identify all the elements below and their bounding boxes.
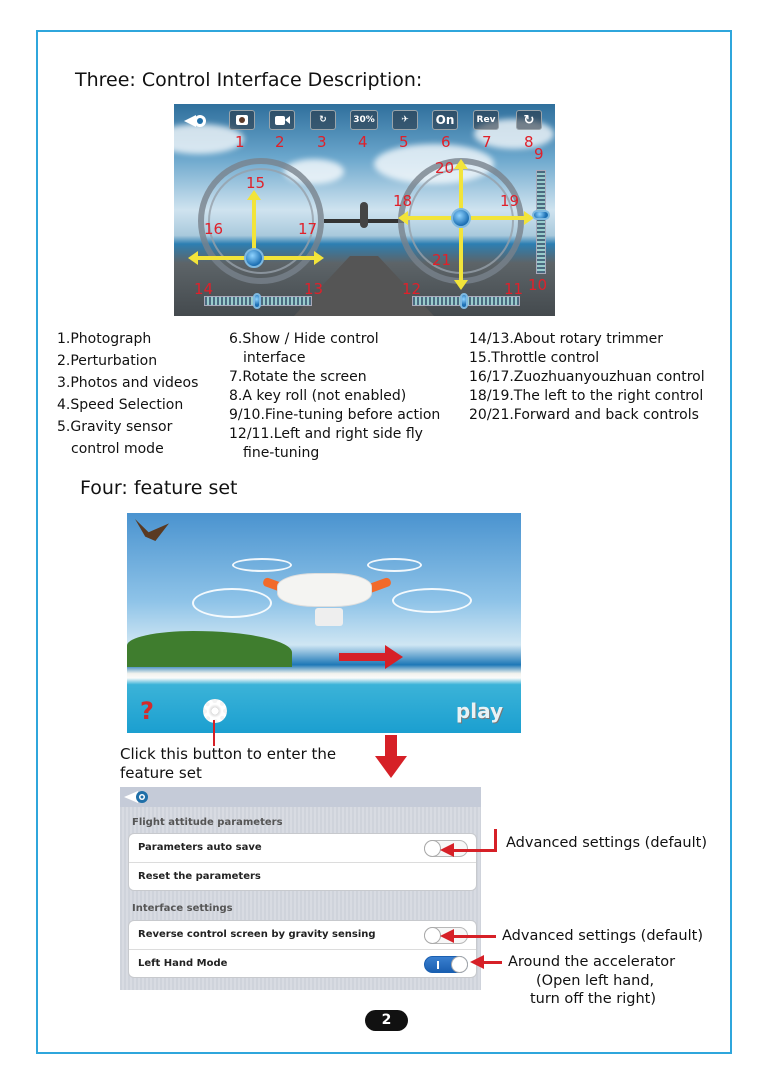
row-label: Reset the parameters	[138, 871, 261, 882]
vertical-trim-slider[interactable]	[536, 170, 546, 274]
marker-1: 1	[235, 133, 245, 151]
row-left-hand-mode[interactable]	[129, 949, 476, 977]
marker-20: 20	[435, 159, 455, 177]
help-button[interactable]: ?	[140, 697, 154, 725]
annotation-arrow-3	[482, 961, 502, 964]
caption-enter-feature-set	[120, 745, 336, 783]
right-joystick-knob[interactable]	[451, 208, 471, 228]
legend-item: 16/17.Zuozhuanyouzhuan control	[469, 369, 705, 385]
legend-item: fine-tuning	[243, 445, 320, 461]
back-eye-icon[interactable]	[124, 790, 152, 804]
marker-17: 17	[298, 220, 318, 238]
flight-attitude-card	[128, 833, 477, 891]
drone-image	[277, 573, 372, 607]
marker-3: 3	[317, 133, 327, 151]
annotation-accelerator-line3: turn off the right)	[530, 991, 656, 1007]
legend-item: 7.Rotate the screen	[229, 369, 367, 385]
legend-item: 8.A key roll (not enabled)	[229, 388, 407, 404]
marker-5: 5	[399, 133, 409, 151]
legend-item: 12/11.Left and right side fly	[229, 426, 423, 442]
page-number-badge: 2	[365, 1010, 408, 1031]
row-label: Reverse control screen by gravity sensing	[138, 929, 376, 940]
legend-item: control mode	[71, 441, 164, 457]
legend-column-3	[469, 330, 705, 425]
annotation-advanced-settings-2: Advanced settings (default)	[502, 928, 703, 944]
interface-settings-card	[128, 920, 477, 978]
marker-18: 18	[393, 192, 413, 210]
right-arrow-indicator	[339, 653, 389, 661]
marker-9: 9	[534, 145, 544, 163]
pointer-line	[213, 720, 215, 746]
legend-item: 6.Show / Hide control	[229, 331, 379, 347]
back-eye-icon[interactable]	[184, 114, 210, 128]
annotation-arrow-1	[452, 849, 497, 852]
section-title-control-interface: Three: Control Interface Description:	[75, 69, 423, 91]
roll-icon[interactable]: ↻	[516, 110, 542, 130]
legend-item: 9/10.Fine-tuning before action	[229, 407, 441, 423]
legend-item: 14/13.About rotary trimmer	[469, 331, 663, 347]
down-arrow	[385, 735, 397, 757]
legend-item: interface	[243, 350, 306, 366]
marker-4: 4	[358, 133, 368, 151]
row-label: Parameters auto save	[138, 842, 262, 853]
left-hand-mode-toggle[interactable]	[424, 956, 468, 973]
annotation-advanced-settings-1: Advanced settings (default)	[506, 835, 707, 851]
marker-21: 21	[432, 251, 452, 269]
legend-item: 20/21.Forward and back controls	[469, 407, 699, 423]
home-screen-screenshot	[127, 513, 521, 733]
marker-19: 19	[500, 192, 520, 210]
marker-6: 6	[441, 133, 451, 151]
section-title-feature-set: Four: feature set	[80, 477, 238, 499]
settings-gear-button[interactable]	[203, 699, 227, 723]
marker-12: 12	[402, 280, 422, 298]
rotate-screen-icon[interactable]: Rev	[473, 110, 499, 130]
gravity-sensor-icon[interactable]: ✈	[392, 110, 418, 130]
group-title-flight-attitude: Flight attitude parameters	[132, 817, 283, 828]
marker-13: 13	[304, 280, 324, 298]
legend-item: 2.Perturbation	[57, 353, 158, 369]
legend-item: 4.Speed Selection	[57, 397, 184, 413]
legend-column-1	[57, 330, 198, 459]
annotation-accelerator-line2: (Open left hand,	[536, 973, 655, 989]
show-hide-icon[interactable]: On	[432, 110, 458, 130]
legend-item: 5.Gravity sensor	[57, 419, 173, 435]
group-title-interface-settings: Interface settings	[132, 903, 233, 914]
marker-14: 14	[194, 280, 214, 298]
camera-icon[interactable]	[229, 110, 255, 130]
photo-video-icon[interactable]: ↻	[310, 110, 336, 130]
legend-item: 18/19.The left to the right control	[469, 388, 704, 404]
left-joystick-knob[interactable]	[244, 248, 264, 268]
play-button[interactable]: play	[455, 699, 503, 723]
settings-header	[120, 787, 481, 807]
annotation-accelerator-line1: Around the accelerator	[508, 954, 676, 970]
marker-8: 8	[524, 133, 534, 151]
row-reverse-control-screen[interactable]	[129, 921, 476, 949]
marker-16: 16	[204, 220, 224, 238]
legend-item: 3.Photos and videos	[57, 375, 199, 391]
annotation-arrow-2	[452, 935, 496, 938]
caption-line: feature set	[120, 764, 202, 782]
row-parameters-auto-save[interactable]	[129, 834, 476, 862]
legend-item: 1.Photograph	[57, 331, 152, 347]
row-reset-parameters[interactable]	[129, 862, 476, 890]
video-camera-icon[interactable]	[269, 110, 295, 130]
speed-icon[interactable]: 30%	[350, 110, 378, 130]
island-image	[127, 631, 292, 667]
settings-panel	[120, 787, 481, 990]
legend-item: 15.Throttle control	[469, 350, 600, 366]
control-interface-screenshot	[174, 104, 555, 316]
marker-10: 10	[528, 276, 548, 294]
marker-15: 15	[246, 174, 266, 192]
row-label: Left Hand Mode	[138, 958, 228, 969]
legend-column-2	[229, 330, 440, 463]
eagle-image	[135, 519, 169, 541]
marker-7: 7	[482, 133, 492, 151]
caption-line: Click this button to enter the	[120, 745, 337, 763]
marker-2: 2	[275, 133, 285, 151]
marker-11: 11	[504, 280, 524, 298]
